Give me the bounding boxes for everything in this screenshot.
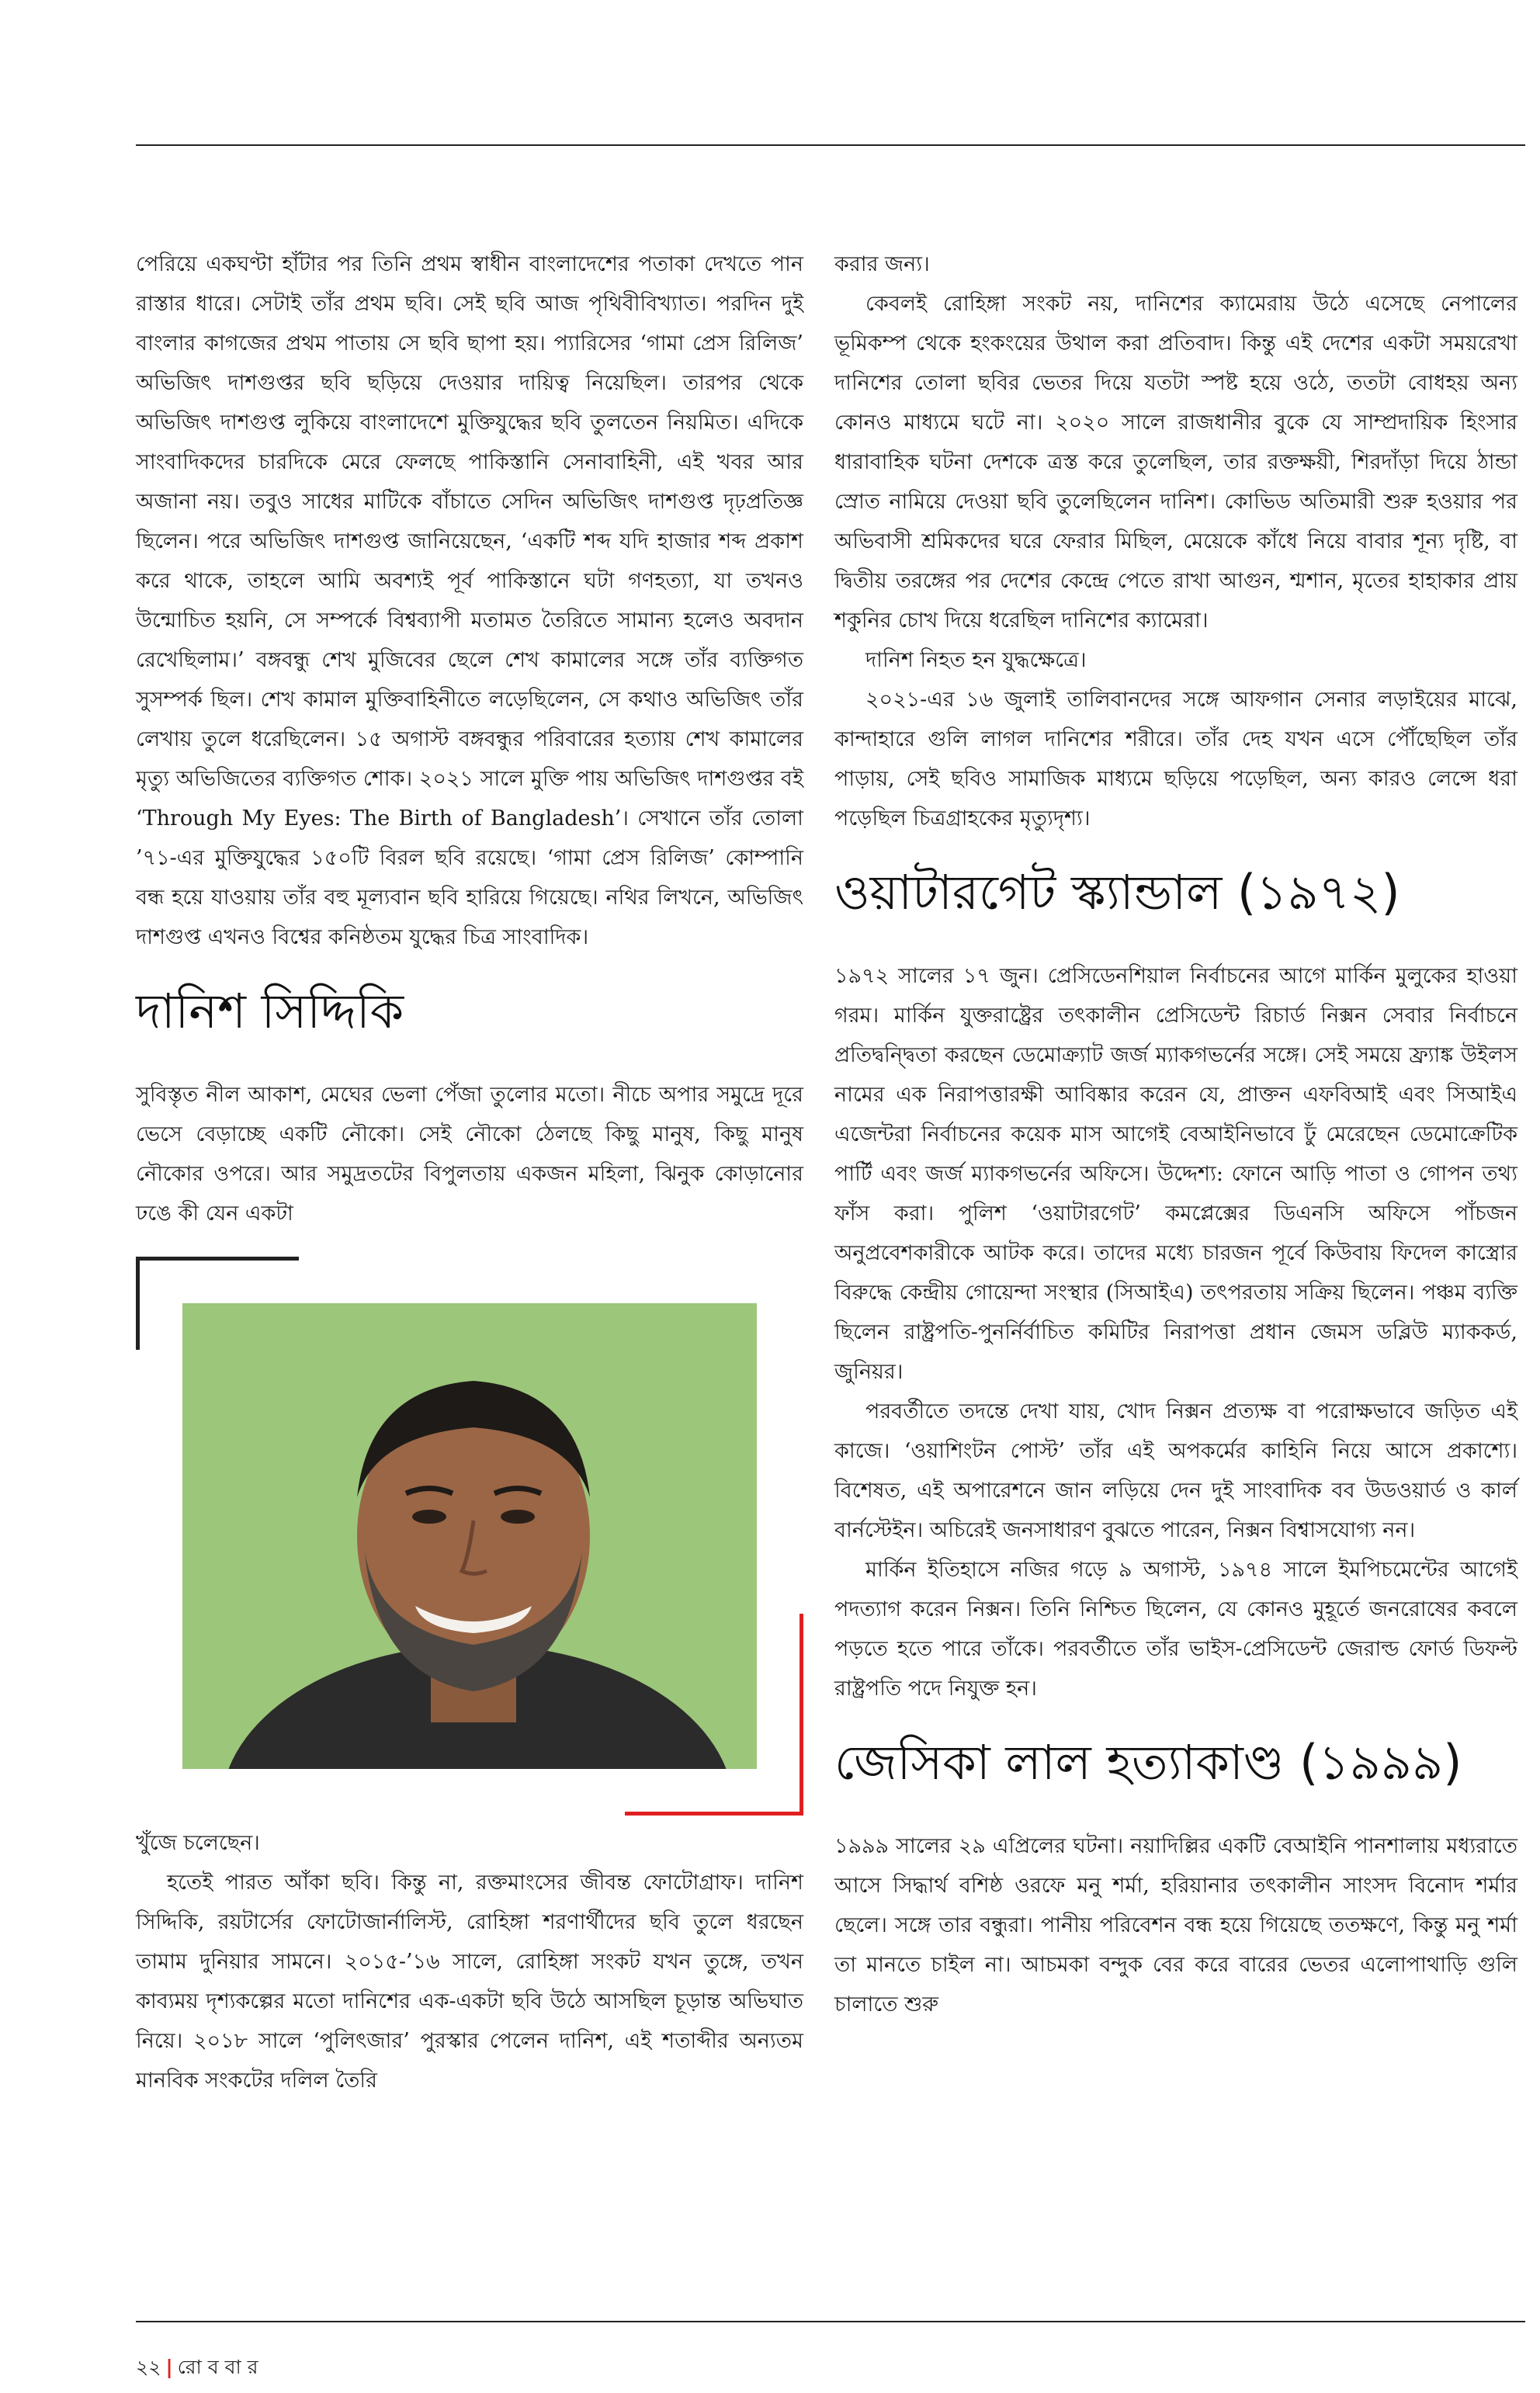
frame-corner-top-left bbox=[136, 1257, 299, 1261]
page-footer bbox=[136, 2352, 258, 2385]
magazine-name: রো ব বা র bbox=[177, 2356, 258, 2378]
article-paragraph: পেরিয়ে একঘণ্টা হাঁটার পর তিনি প্রথম স্বাধীন বাংলাদেশের পতাকা দেখতে পান রাস্তার ধারে। সেটাই তাঁর প্রথম ছবি। সেই ছবি আজ পৃথিবীবিখ্যাত। পরদিন দুই বাংলার কাগজের প্রথম পাতায় সে ছবি ছাপা হয়। প্যারিসের ‘গামা প্রেস রিলিজ’ অভিজিৎ দাশগুপ্তর ছবি ছড়িয়ে দেওয়ার দায়িত্ব নিয়েছিল। তারপর থেকে অভিজিৎ দাশগুপ্ত লুকিয়ে বাংলাদেশে মুক্তিযুদ্ধের ছবি তুলতেন নিয়মিত। এদিকে সাংবাদিকদের চারদিকে মেরে ফেলছে পাকিস্তানি সেনাবাহিনী, এই খবর আর অজানা নয়। তবুও সাধের মাটিকে বাঁচাতে সেদিন অভিজিৎ দাশগুপ্ত দৃঢ়প্রতিজ্ঞ ছিলেন। পরে অভিজিৎ দাশগুপ্ত জানিয়েছেন, ‘একটি শব্দ যদি হাজার শব্দ প্রকাশ করে থাকে, তাহলে আমি অবশ্যই পূর্ব পাকিস্তানে ঘটা গণহত্যা, যা তখনও উন্মোচিত হয়নি, সে সম্পর্কে বিশ্বব্যাপী মতামত তৈরিতে সামান্য হলেও অবদান রেখেছিলাম।’ বঙ্গবন্ধু শেখ মুজিবের ছেলে শেখ কামালের সঙ্গে তাঁর ব্যক্তিগত সুসম্পর্ক ছিল। শেখ কামাল মুক্তিবাহিনীতে লড়েছিলেন, সে কথাও অভিজিৎ তাঁর লেখায় তুলে ধরেছিলেন। ১৫ অগাস্ট বঙ্গবন্ধুর পরিবারের হত্যায় শেখ কামালের মৃত্যু অভিজিতের ব্যক্তিগত শোক। ২০২১ সালে মুক্তি পায় অভিজিৎ দাশগুপ্তর বই ‘Through My Eyes: The Birth of Bangladesh’। সেখানে তাঁর তোলা ’৭১-এর মুক্তিযুদ্ধের ১৫০টি বিরল ছবি রয়েছে। ‘গামা প্রেস রিলিজ’ কোম্পানি বন্ধ হয়ে যাওয়ায় তাঁর বহু মূল্যবান ছবি হারিয়ে গিয়েছে। নথির লিখনে, অভিজিৎ দাশগুপ্ত এখনও বিশ্বের কনিষ্ঠতম যুদ্ধের চিত্র সাংবাদিক। bbox=[136, 252, 803, 949]
article-paragraph: দানিশ নিহত হন যুদ্ধক্ষেত্রে। bbox=[865, 648, 1087, 672]
article-paragraph: করার জন্য। bbox=[834, 252, 930, 276]
article-paragraph: কেবলই রোহিঙ্গা সংকট নয়, দানিশের ক্যামেরায় উঠে এসেছে নেপালের ভূমিকম্প থেকে হংকংয়ের উথাল করা প্রতিবাদ। কিন্তু এই দেশের একটা সময়রেখা দানিশের তোলা ছবির ভেতর দিয়ে যতটা স্পষ্ট হয়ে ওঠে, ততটা বোধহয় অন্য কোনও মাধ্যমে ঘটে না। ২০২০ সালে রাজধানীর বুকে যে সাম্প্রদায়িক হিংসার ধারাবাহিক ঘটনা দেশকে ত্রস্ত করে তুলেছিল, তার রক্তক্ষয়ী, শিরদাঁড়া দিয়ে ঠান্ডা স্রোত নামিয়ে দেওয়া ছবি তুলেছিলেন দানিশ। কোভিড অতিমারী শুরু হওয়ার পর অভিবাসী শ্রমিকদের ঘরে ফেরার মিছিল, মেয়েকে কাঁধে নিয়ে বাবার শূন্য দৃষ্টি, বা দ্বিতীয় তরঙ্গের পর দেশের কেন্দ্রে পেতে রাখা আগুন, শ্মশান, মৃতের হাহাকার প্রায় শকুনির চোখ দিয়ে ধরেছিল দানিশের ক্যামেরা। bbox=[834, 292, 1517, 633]
page-number: ২২ bbox=[136, 2356, 161, 2378]
section-heading-jessica: জেসিকা লাল হত্যাকাণ্ড (১৯৯৯) bbox=[834, 1734, 1462, 1791]
article-paragraph: হতেই পারত আঁকা ছবি। কিন্তু না, রক্তমাংসের জীবন্ত ফোটোগ্রাফ। দানিশ সিদ্দিকি, রয়টার্সের ফোটোজার্নালিস্ট, রোহিঙ্গা শরণার্থীদের ছবি তুলে ধরছেন তামাম দুনিয়ার সামনে। ২০১৫-’১৬ সালে, রোহিঙ্গা সংকট যখন তুঙ্গে, তখন কাব্যময় দৃশ্যকল্পের মতো দানিশের এক-একটা ছবি উঠে আসছিল চূড়ান্ত অভিঘাত নিয়ে। ২০১৮ সালে ‘পুলিৎজার’ পুরস্কার পেলেন দানিশ, এই শতাব্দীর অন্যতম মানবিক সংকটের দলিল তৈরি bbox=[136, 1871, 803, 2093]
footer-separator: | bbox=[165, 2356, 173, 2378]
danish-siddiqui-portrait bbox=[182, 1303, 757, 1769]
article-paragraph: পরবর্তীতে তদন্তে দেখা যায়, খোদ নিক্সন প্রত্যক্ষ বা পরোক্ষভাবে জড়িত এই কাজে। ‘ওয়াশিংটন পোস্ট’ তাঁর এই অপকর্মের কাহিনি নিয়ে আসে প্রকাশ্যে। বিশেষত, এই অপারেশনে জান লড়িয়ে দেন দুই সাংবাদিক বব উডওয়ার্ড ও কার্ল বার্নস্টেইন। অচিরেই জনসাধারণ বুঝতে পারেন, নিক্সন বিশ্বাসযোগ্য নন। bbox=[834, 1399, 1517, 1542]
left-column bbox=[136, 245, 803, 2100]
article-paragraph: ১৯৯৯ সালের ২৯ এপ্রিলের ঘটনা। নয়াদিল্লির একটি বেআইনি পানশালায় মধ্যরাতে আসে সিদ্ধার্থ বশিষ্ঠ ওরফে মনু শর্মা, হরিয়ানার তৎকালীন সাংসদ বিনোদ শর্মার ছেলে। সঙ্গে তার বন্ধুরা। পানীয় পরিবেশন বন্ধ হয়ে গিয়েছে ততক্ষণে, কিন্তু মনু শর্মা তা মানতে চাইল না। আচমকা বন্দুক বের করে বারের ভেতর এলোপাথাড়ি গুলি চালাতে শুরু bbox=[834, 1834, 1517, 2017]
frame-corner-bottom-right bbox=[799, 1614, 803, 1816]
article-paragraph: ২০২১-এর ১৬ জুলাই তালিবানদের সঙ্গে আফগান সেনার লড়াইয়ের মাঝে, কান্দাহারে গুলি লাগল দানিশের শরীরে। তাঁর দেহ যখন এসে পৌঁছেছিল তাঁর পাড়ায়, সেই ছবিও সামাজিক মাধ্যমে ছড়িয়ে পড়েছিল, অন্য কারও লেন্সে ধরা পড়েছিল চিত্রগ্রাহকের মৃত্যুদৃশ্য। bbox=[834, 688, 1517, 831]
portrait-photo-frame bbox=[136, 1257, 803, 1816]
article-paragraph: খুঁজে চলেছেন। bbox=[136, 1831, 260, 1855]
article-paragraph: ১৯৭২ সালের ১৭ জুন। প্রেসিডেনশিয়াল নির্বাচনের আগে মার্কিন মুলুকের হাওয়া গরম। মার্কিন যুক্তরাষ্ট্রের তৎকালীন প্রেসিডেন্ট রিচার্ড নিক্সন সেবার নির্বাচনে প্রতিদ্বন্দ্বিতা করছেন ডেমোক্র্যাট জর্জ ম্যাকগভর্নের সঙ্গে। সেই সময়ে ফ্র্যাঙ্ক উইলস নামের এক নিরাপত্তারক্ষী আবিষ্কার করেন যে, প্রাক্তন এফবিআই এবং সিআইএ এজেন্টরা নির্বাচনের কয়েক মাস আগেই বেআইনিভাবে ঢুঁ মেরেছেন ডেমোক্রেটিক পার্টি এবং জর্জ ম্যাকগভর্নের অফিসে। উদ্দেশ্য: ফোনে আড়ি পাতা ও গোপন তথ্য ফাঁস করা। পুলিশ ‘ওয়াটারগেট’ কমপ্লেক্সের ডিএনসি অফিসে পাঁচজন অনুপ্রবেশকারীকে আটক করে। তাদের মধ্যে চারজন পূর্বে কিউবায় ফিদেল কাস্ত্রোর বিরুদ্ধে কেন্দ্রীয় গোয়েন্দা সংস্থার (সিআইএ) তৎপরতায় সক্রিয় ছিলেন। পঞ্চম ব্যক্তি ছিলেন রাষ্ট্রপতি-পুনর্নির্বাচিত কমিটির নিরাপত্তা প্রধান জেমস ডব্লিউ ম্যাককর্ড, জুনিয়র। bbox=[834, 964, 1517, 1384]
frame-corner-top-left bbox=[136, 1257, 140, 1350]
right-column bbox=[834, 245, 1517, 2024]
frame-corner-bottom-right bbox=[625, 1812, 803, 1816]
section-heading-watergate: ওয়াটারগেট স্ক্যান্ডাল (১৯৭২) bbox=[834, 864, 1400, 921]
bottom-rule bbox=[136, 2321, 1525, 2322]
top-rule bbox=[136, 144, 1525, 146]
section-heading-danish: দানিশ সিদ্দিকি bbox=[136, 983, 404, 1039]
portrait-illustration bbox=[182, 1303, 757, 1769]
article-paragraph: সুবিস্তৃত নীল আকাশ, মেঘের ভেলা পেঁজা তুলোর মতো। নীচে অপার সমুদ্রে দূরে ভেসে বেড়াচ্ছে একটি নৌকো। সেই নৌকো ঠেলছে কিছু মানুষ, কিছু মানুষ নৌকোর ওপরে। আর সমুদ্রতটের বিপুলতায় একজন মহিলা, ঝিনুক কোড়ানোর ঢঙে কী যেন একটা bbox=[136, 1083, 803, 1226]
article-paragraph: মার্কিন ইতিহাসে নজির গড়ে ৯ অগাস্ট, ১৯৭৪ সালে ইমপিচমেন্টের আগেই পদত্যাগ করেন নিক্সন। তিনি নিশ্চিত ছিলেন, যে কোনও মুহূর্তে জনরোষের কবলে পড়তে হতে পারে তাঁকে। পরবর্তীতে তাঁর ভাইস-প্রেসিডেন্ট জেরাল্ড ফোর্ড ডিফল্ট রাষ্ট্রপতি পদে নিযুক্ত হন। bbox=[834, 1558, 1517, 1701]
